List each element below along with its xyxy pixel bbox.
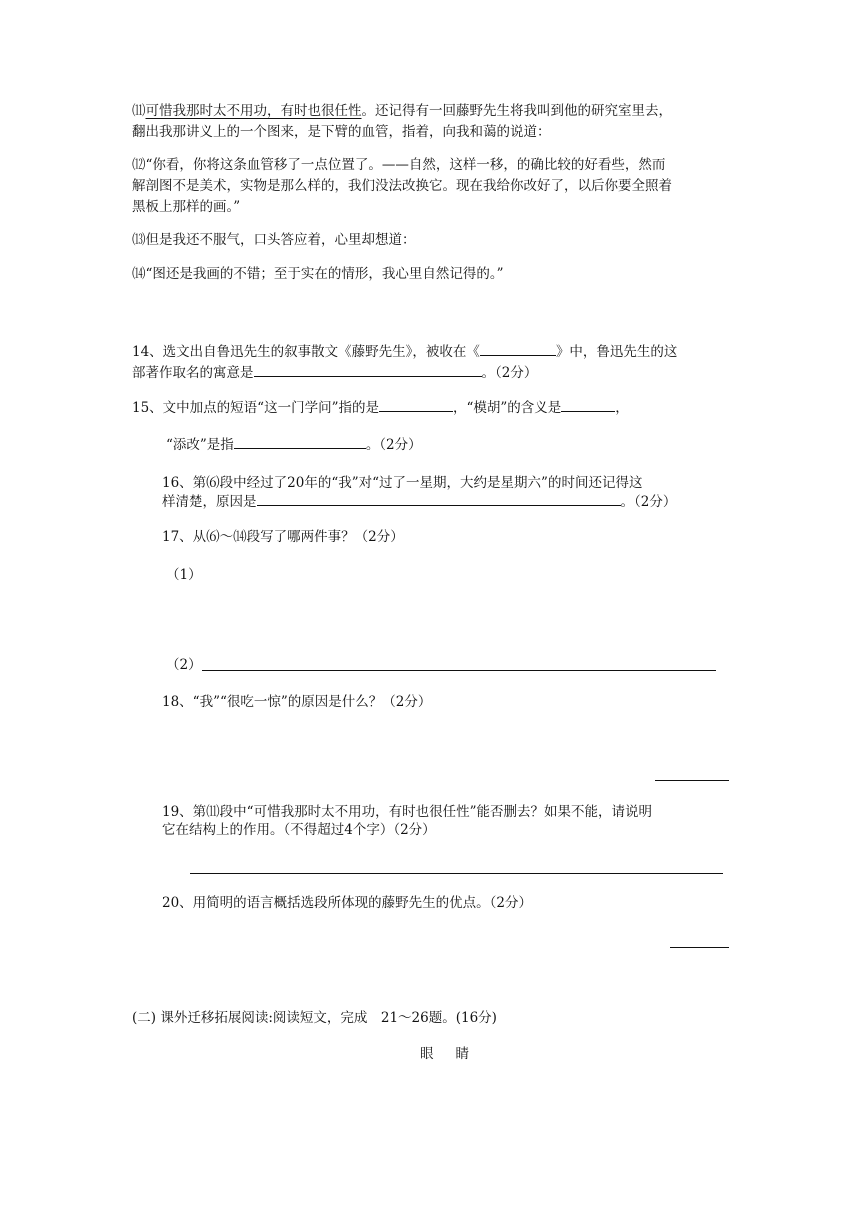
question-text: 。（2分） xyxy=(620,494,677,510)
question-17-item-2: （2） xyxy=(166,657,202,673)
answer-blank[interactable] xyxy=(379,397,453,412)
question-14-line-2 xyxy=(132,362,537,384)
paragraph-13: ⒀但是我还不服气，口头答应着，心里却想道： xyxy=(132,232,416,248)
question-19-line-2: 它在结构上的作用。（不得超过4个字）（2分） xyxy=(162,822,436,838)
question-14-line-1 xyxy=(132,341,677,363)
question-16-line-1: 16、第⑹段中经过了20年的“我”对“过了一星期，大约是星期六”的时间还记得这 xyxy=(162,475,643,491)
paragraph-number: ⑾ xyxy=(132,103,146,119)
answer-line[interactable] xyxy=(202,670,716,671)
question-text: “添改”是指 xyxy=(166,437,234,453)
question-18: 18、“我”“很吃一惊”的原因是什么？（2分） xyxy=(162,694,432,710)
answer-blank[interactable] xyxy=(257,491,621,506)
question-17: 17、从⑹～⒁段写了哪两件事？（2分） xyxy=(162,529,404,545)
answer-blank[interactable] xyxy=(234,434,366,449)
question-17-item-1: （1） xyxy=(166,567,202,583)
underlined-sentence: 可惜我那时太不用功，有时也很任性 xyxy=(145,103,362,119)
paragraph-11-line-1 xyxy=(132,101,672,122)
answer-line[interactable] xyxy=(190,873,723,874)
paragraph-11-line-2: 翻出我那讲义上的一个图来，是下臂的血管，指着，向我和蔼的说道： xyxy=(132,124,551,140)
paragraph-text: 。还记得有一回藤野先生将我叫到他的研究室里去， xyxy=(361,103,672,119)
question-text: 部著作取名的寓意是 xyxy=(132,365,254,381)
question-20: 20、用简明的语言概括选段所体现的藤野先生的优点。（2分） xyxy=(162,895,533,911)
paragraph-12-line-3: 黑板上那样的画。” xyxy=(132,199,241,215)
question-16-line-2 xyxy=(162,491,676,513)
paragraph-14: ⒁“图还是我画的不错；至于实在的情形，我心里自然记得的。” xyxy=(132,266,504,282)
question-text: 。（2分） xyxy=(481,365,538,381)
question-text: 。（2分） xyxy=(365,437,422,453)
answer-line[interactable] xyxy=(670,947,729,948)
answer-blank[interactable] xyxy=(480,341,556,356)
question-text: 样清楚，原因是 xyxy=(162,494,257,510)
article-title: 眼睛 xyxy=(420,1046,491,1062)
section-heading: (二) 课外迁移拓展阅读:阅读短文，完成 21～26题。(16分) xyxy=(132,1010,497,1026)
question-text: 14、选文出自鲁迅先生的叙事散文《藤野先生》，被收在《 xyxy=(132,344,480,360)
paragraph-12-line-1: ⑿“你看，你将这条血管移了一点位置了。——自然，这样一移，的确比较的好看些，然而 xyxy=(132,157,666,173)
paragraph-12-line-2: 解剖图不是美术，实物是那么样的，我们没法改换它。现在我给你改好了，以后你要全照着 xyxy=(132,178,672,194)
answer-blank[interactable] xyxy=(254,362,482,377)
answer-line[interactable] xyxy=(655,780,729,781)
question-text: 15、文中加点的短语“这一门学问”指的是 xyxy=(132,400,379,416)
question-15-line-2 xyxy=(166,434,422,456)
question-text: ， xyxy=(615,400,629,416)
question-text: 》中，鲁迅先生的这 xyxy=(555,344,678,360)
answer-blank[interactable] xyxy=(561,397,615,412)
question-15-line-1 xyxy=(132,397,629,419)
question-19-line-1: 19、第⑾段中“可惜我那时太不用功，有时也很任性”能否删去？如果不能，请说明 xyxy=(162,804,652,820)
question-text: ，“模胡”的含义是 xyxy=(452,400,562,416)
